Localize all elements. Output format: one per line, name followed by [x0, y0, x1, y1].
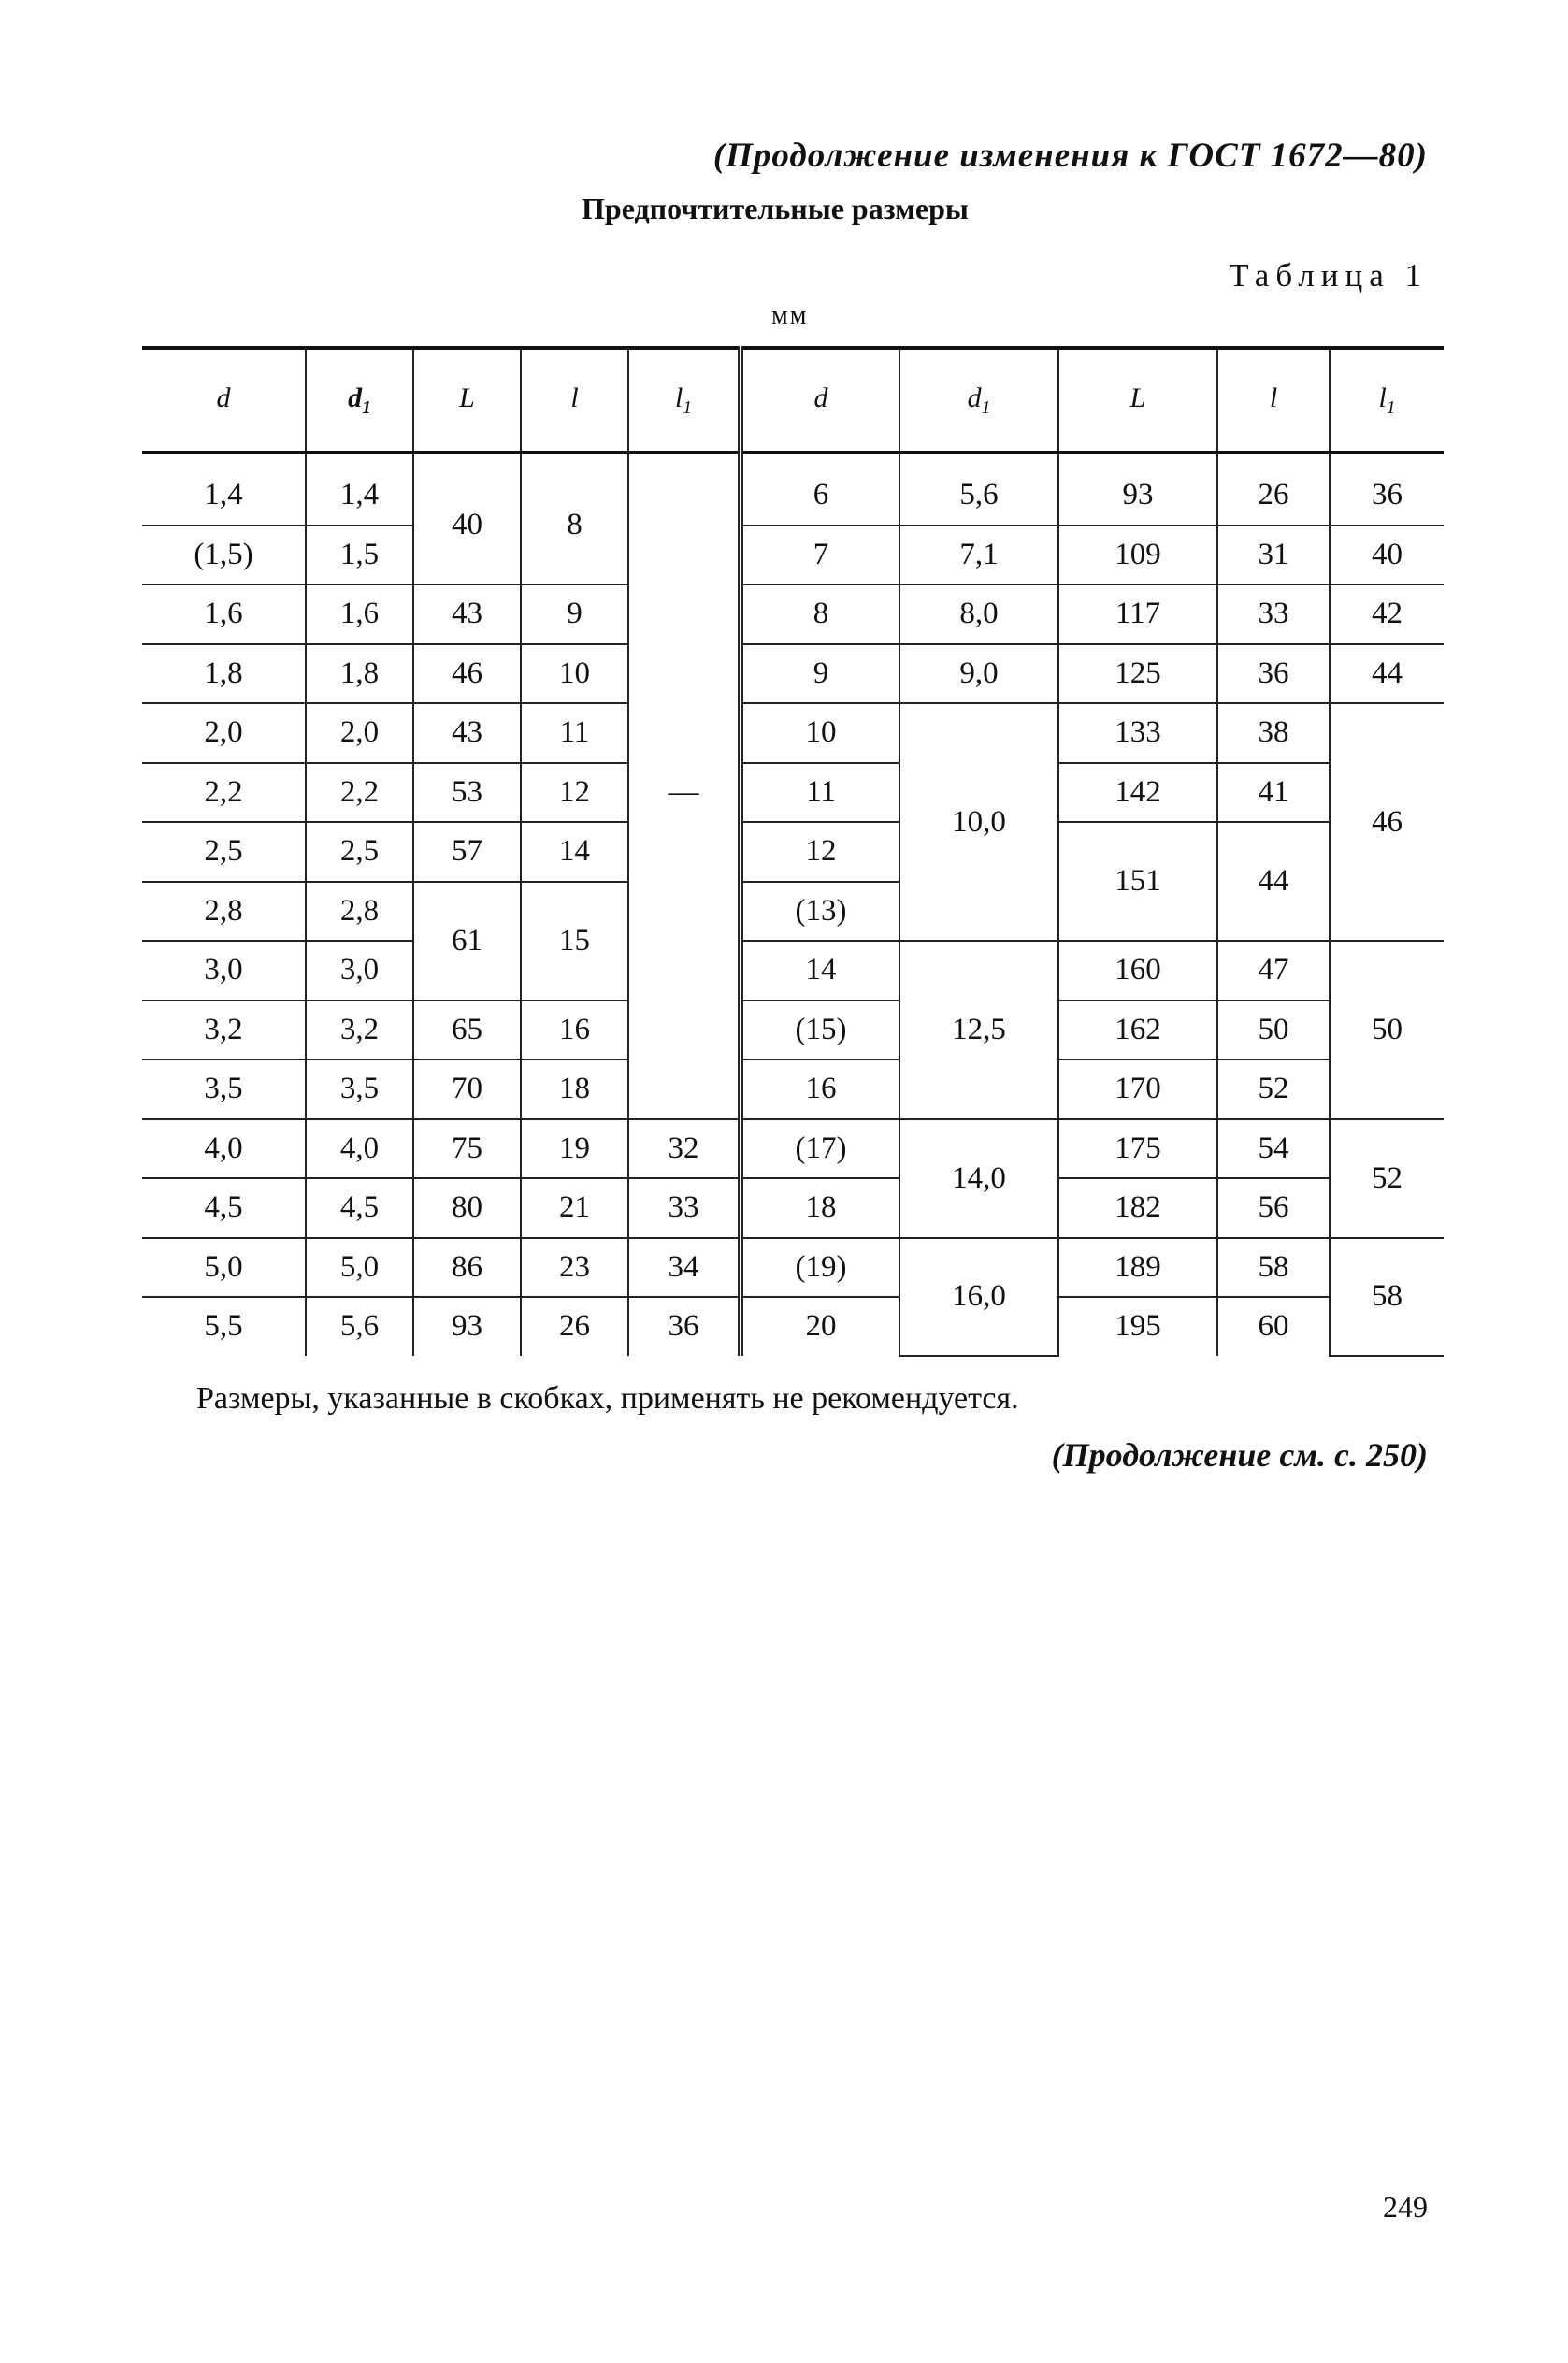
table-cell: 6: [741, 453, 899, 526]
table-cell: (15): [741, 1001, 899, 1060]
table-cell: 56: [1217, 1178, 1330, 1238]
table-cell: 50: [1217, 1001, 1330, 1060]
table-cell: 54: [1217, 1119, 1330, 1179]
table-cell: 44: [1217, 822, 1330, 941]
table-cell: 3,0: [142, 941, 306, 1001]
table-cell: 61: [413, 882, 521, 1001]
table-cell: 80: [413, 1178, 521, 1238]
table-cell: 93: [1058, 453, 1217, 526]
table-cell: 1,4: [306, 453, 413, 526]
table-cell: 47: [1217, 941, 1330, 1001]
table-cell: 26: [521, 1297, 628, 1356]
table-cell: 2,2: [142, 763, 306, 823]
table-cell: 2,0: [142, 703, 306, 763]
table-cell: 162: [1058, 1001, 1217, 1060]
table-cell: 1,8: [142, 644, 306, 704]
table-row: [142, 763, 1444, 823]
col-header: $d_1$: [306, 348, 413, 453]
table-cell: 170: [1058, 1059, 1217, 1119]
table-cell: 50: [1330, 941, 1444, 1119]
table-cell: 1,5: [306, 526, 413, 585]
table-cell: 43: [413, 584, 521, 644]
table-cell: 18: [521, 1059, 628, 1119]
document-header: (Продолжение изменения к ГОСТ 1672—80): [712, 137, 1428, 175]
col-header: L: [1058, 348, 1217, 453]
table-cell: 7,1: [899, 526, 1058, 585]
table-cell: 58: [1217, 1238, 1330, 1298]
table-cell: 4,5: [142, 1178, 306, 1238]
col-header: l: [521, 348, 628, 453]
table-row: [142, 703, 1444, 763]
table-cell: 3,5: [142, 1059, 306, 1119]
table-cell: 86: [413, 1238, 521, 1298]
table-cell: 10: [741, 703, 899, 763]
table-row: [142, 1119, 1444, 1179]
table-row: [142, 644, 1444, 704]
table-cell: 52: [1217, 1059, 1330, 1119]
table-cell: 189: [1058, 1238, 1217, 1298]
table-cell: 133: [1058, 703, 1217, 763]
table-cell: 33: [1217, 584, 1330, 644]
table-row: [142, 1001, 1444, 1060]
table-cell: 2,5: [306, 822, 413, 882]
table-cell: 8: [521, 453, 628, 585]
dimensions-table: [142, 346, 1444, 1357]
table-cell: 5,0: [142, 1238, 306, 1298]
table-cell: 16: [521, 1001, 628, 1060]
table-row: [142, 1059, 1444, 1119]
table-cell: 19: [521, 1119, 628, 1179]
table-cell: 18: [741, 1178, 899, 1238]
table-cell: 40: [413, 453, 521, 585]
table-cell: 3,2: [142, 1001, 306, 1060]
table-cell: 93: [413, 1297, 521, 1356]
table-cell: 9: [521, 584, 628, 644]
table-cell: 38: [1217, 703, 1330, 763]
units-label: мм: [771, 301, 809, 330]
table-cell: 182: [1058, 1178, 1217, 1238]
table-cell: 9,0: [899, 644, 1058, 704]
table-cell: 4,0: [306, 1119, 413, 1179]
table-cell: 1,8: [306, 644, 413, 704]
table-cell: 11: [741, 763, 899, 823]
table-cell: 8,0: [899, 584, 1058, 644]
col-header: l: [1217, 348, 1330, 453]
table-cell: 15: [521, 882, 628, 1001]
table-cell: 41: [1217, 763, 1330, 823]
table-cell: 2,8: [142, 882, 306, 942]
table-cell: 4,5: [306, 1178, 413, 1238]
table-cell: 7: [741, 526, 899, 585]
table-cell: 3,0: [306, 941, 413, 1001]
table-cell: (1,5): [142, 526, 306, 585]
table-cell: 175: [1058, 1119, 1217, 1179]
table-cell: 23: [521, 1238, 628, 1298]
table-cell: (19): [741, 1238, 899, 1298]
table-header-row: [142, 348, 1444, 453]
table-cell: 117: [1058, 584, 1217, 644]
table-cell: 195: [1058, 1297, 1217, 1356]
table-cell: 34: [628, 1238, 741, 1298]
table-cell: 57: [413, 822, 521, 882]
table-cell: 33: [628, 1178, 741, 1238]
continuation-note: (Продолжение см. с. 250): [1051, 1436, 1428, 1474]
table-cell: 58: [1330, 1238, 1444, 1356]
table-cell: 2,0: [306, 703, 413, 763]
table-cell: 46: [413, 644, 521, 704]
table-cell: (17): [741, 1119, 899, 1179]
table-cell: 142: [1058, 763, 1217, 823]
table-cell: 5,5: [204, 1309, 243, 1344]
table-cell: 5,6: [899, 453, 1058, 526]
col-header: $l_1$: [1330, 348, 1444, 453]
table-cell: 5,0: [306, 1238, 413, 1298]
table-cell: 14: [521, 822, 628, 882]
table-cell: (13): [741, 882, 899, 942]
page-number: 249: [1383, 2190, 1428, 2224]
table-row: [142, 526, 1444, 585]
table-cell: 65: [413, 1001, 521, 1060]
table-cell: 8: [741, 584, 899, 644]
col-header: L: [413, 348, 521, 453]
table-cell: 16,0: [899, 1238, 1058, 1356]
table-cell: 151: [1058, 822, 1217, 941]
section-title: Предпочтительные размеры: [582, 192, 969, 225]
table-cell: 43: [413, 703, 521, 763]
table-cell: 12,5: [899, 941, 1058, 1119]
table-cell: 1,6: [142, 584, 306, 644]
table-row: [142, 584, 1444, 644]
table-cell: 10: [521, 644, 628, 704]
table-cell: 40: [1330, 526, 1444, 585]
table-cell: 16: [741, 1059, 899, 1119]
table-cell: 53: [413, 763, 521, 823]
table-cell: 36: [1330, 453, 1444, 526]
table-cell: 21: [521, 1178, 628, 1238]
table-cell: 2,5: [142, 822, 306, 882]
table-cell: 14,0: [899, 1119, 1058, 1238]
table-cell: 9: [741, 644, 899, 704]
table-cell: 52: [1330, 1119, 1444, 1238]
table-cell: 36: [1217, 644, 1330, 704]
table-cell: 12: [741, 822, 899, 882]
table-cell: 3,2: [306, 1001, 413, 1060]
table-row: [142, 1178, 1444, 1238]
table-cell: 3,5: [306, 1059, 413, 1119]
table-cell: 160: [1058, 941, 1217, 1001]
footnote: Размеры, указанные в скобках, применять не рекомендуется.: [196, 1381, 1019, 1416]
table-cell: 60: [1217, 1297, 1330, 1356]
table-row: [142, 453, 1444, 526]
table-cell: 20: [741, 1297, 899, 1356]
table-cell: 1,6: [306, 584, 413, 644]
col-header: $l_1$: [628, 348, 741, 453]
table-cell: 36: [628, 1297, 741, 1356]
table-row: [142, 822, 1444, 882]
table-cell: 109: [1058, 526, 1217, 585]
table-cell: 1,4: [142, 453, 306, 526]
table-row: [142, 941, 1444, 1001]
table-cell: 2,2: [306, 763, 413, 823]
col-header: d: [741, 348, 899, 453]
table-cell: 46: [1330, 703, 1444, 941]
table-cell: 42: [1330, 584, 1444, 644]
col-header: d: [142, 348, 306, 453]
table-cell: 5,6: [306, 1297, 413, 1356]
table-cell: 31: [1217, 526, 1330, 585]
table-cell: 12: [521, 763, 628, 823]
table-label: Таблица 1: [1229, 257, 1428, 294]
table-cell: 32: [628, 1119, 741, 1179]
table-cell: 26: [1217, 453, 1330, 526]
table-cell: 10,0: [899, 703, 1058, 941]
table-row: [142, 1297, 1444, 1356]
table-cell: 44: [1330, 644, 1444, 704]
col-header: $d_1$: [899, 348, 1058, 453]
table-cell: 14: [741, 941, 899, 1001]
table-cell: 4,0: [142, 1119, 306, 1179]
table-cell: 125: [1058, 644, 1217, 704]
table-cell: —: [628, 453, 741, 1119]
table-row: [142, 1238, 1444, 1298]
table-cell: 2,8: [306, 882, 413, 942]
table-cell: 75: [413, 1119, 521, 1179]
table-cell: 70: [413, 1059, 521, 1119]
table-cell: 11: [521, 703, 628, 763]
